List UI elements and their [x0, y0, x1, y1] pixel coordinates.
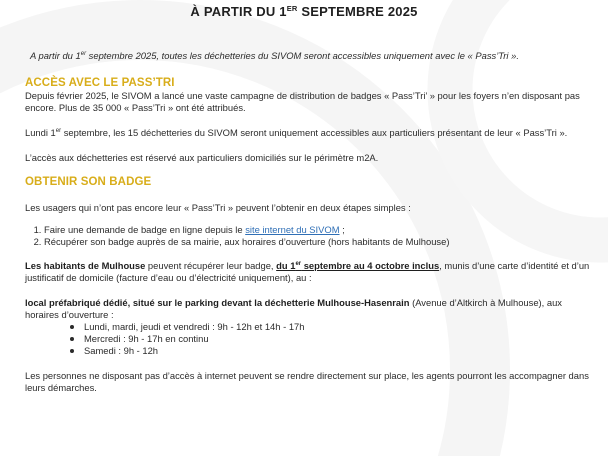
steps-list	[25, 224, 590, 248]
step-item-town-hall: 2. Récupérer son badge auprès de sa mairie, aux horaires d’ouverture (hors habitants de Mulhouse)	[44, 236, 590, 248]
paragraph-mulhouse-residents: Les habitants de Mulhouse peuvent récupérer leur badge, du 1er septembre au 4 octobre inclus, munis d’une carte d’identité et d’un justificatif de domicile (facture d’eau ou d’électricité uniquement), au :	[25, 260, 590, 283]
paragraph-m2a-access: L’accès aux déchetteries est réservé aux particuliers domiciliés sur le périmètre m2A.	[25, 152, 379, 163]
section-heading-obtain-badge: OBTENIR SON BADGE	[25, 176, 152, 188]
intro-paragraph: A partir du 1er septembre 2025, toutes les déchetteries du SIVOM seront accessibles uniquement avec le « Pass’Tri ».	[30, 50, 519, 61]
hours-item: Mercredi : 9h - 17h en continu	[84, 333, 590, 345]
hours-item: Lundi, mardi, jeudi et vendredi : 9h - 12h et 14h - 17h	[84, 321, 590, 333]
paragraph-monday-access: Lundi 1er septembre, les 15 déchetteries du SIVOM seront uniquement accessibles aux particuliers présentant de leur « Pass’Tri ».	[25, 127, 568, 138]
page-title: À PARTIR DU 1ER SEPTEMBRE 2025	[190, 4, 418, 19]
hours-item: Samedi : 9h - 12h	[84, 345, 590, 357]
paragraph-closing: Les personnes ne disposant pas d’accès à internet peuvent se rendre directement sur place, les agents pourront les accompagner dans leurs démarches.	[25, 370, 589, 393]
document-content	[25, 50, 590, 394]
paragraph-campaign: Depuis février 2025, le SIVOM a lancé une vaste campagne de distribution de badges « Pass’Tri’ » pour les foyers n’en disposant pas encore. Plus de 35 000 « Pass’Tri » ont été attribués.	[25, 90, 580, 113]
paragraph-local-location: local préfabriqué dédié, situé sur le parking devant la déchetterie Mulhouse-Hasenrain (Avenue d’Altkirch à Mulhouse), aux horaires d’ouverture :	[25, 297, 562, 320]
opening-hours-list	[25, 321, 590, 357]
section-heading-pass-tri: ACCÈS AVEC LE PASS’TRI	[25, 77, 175, 89]
paragraph-two-steps: Les usagers qui n’ont pas encore leur « Pass’Tri » peuvent l’obtenir en deux étapes simples :	[25, 202, 411, 213]
sivom-website-link[interactable]: site internet du SIVOM	[245, 224, 340, 235]
step-item-online: 1. Faire une demande de badge en ligne depuis le site internet du SIVOM ;	[44, 224, 590, 236]
